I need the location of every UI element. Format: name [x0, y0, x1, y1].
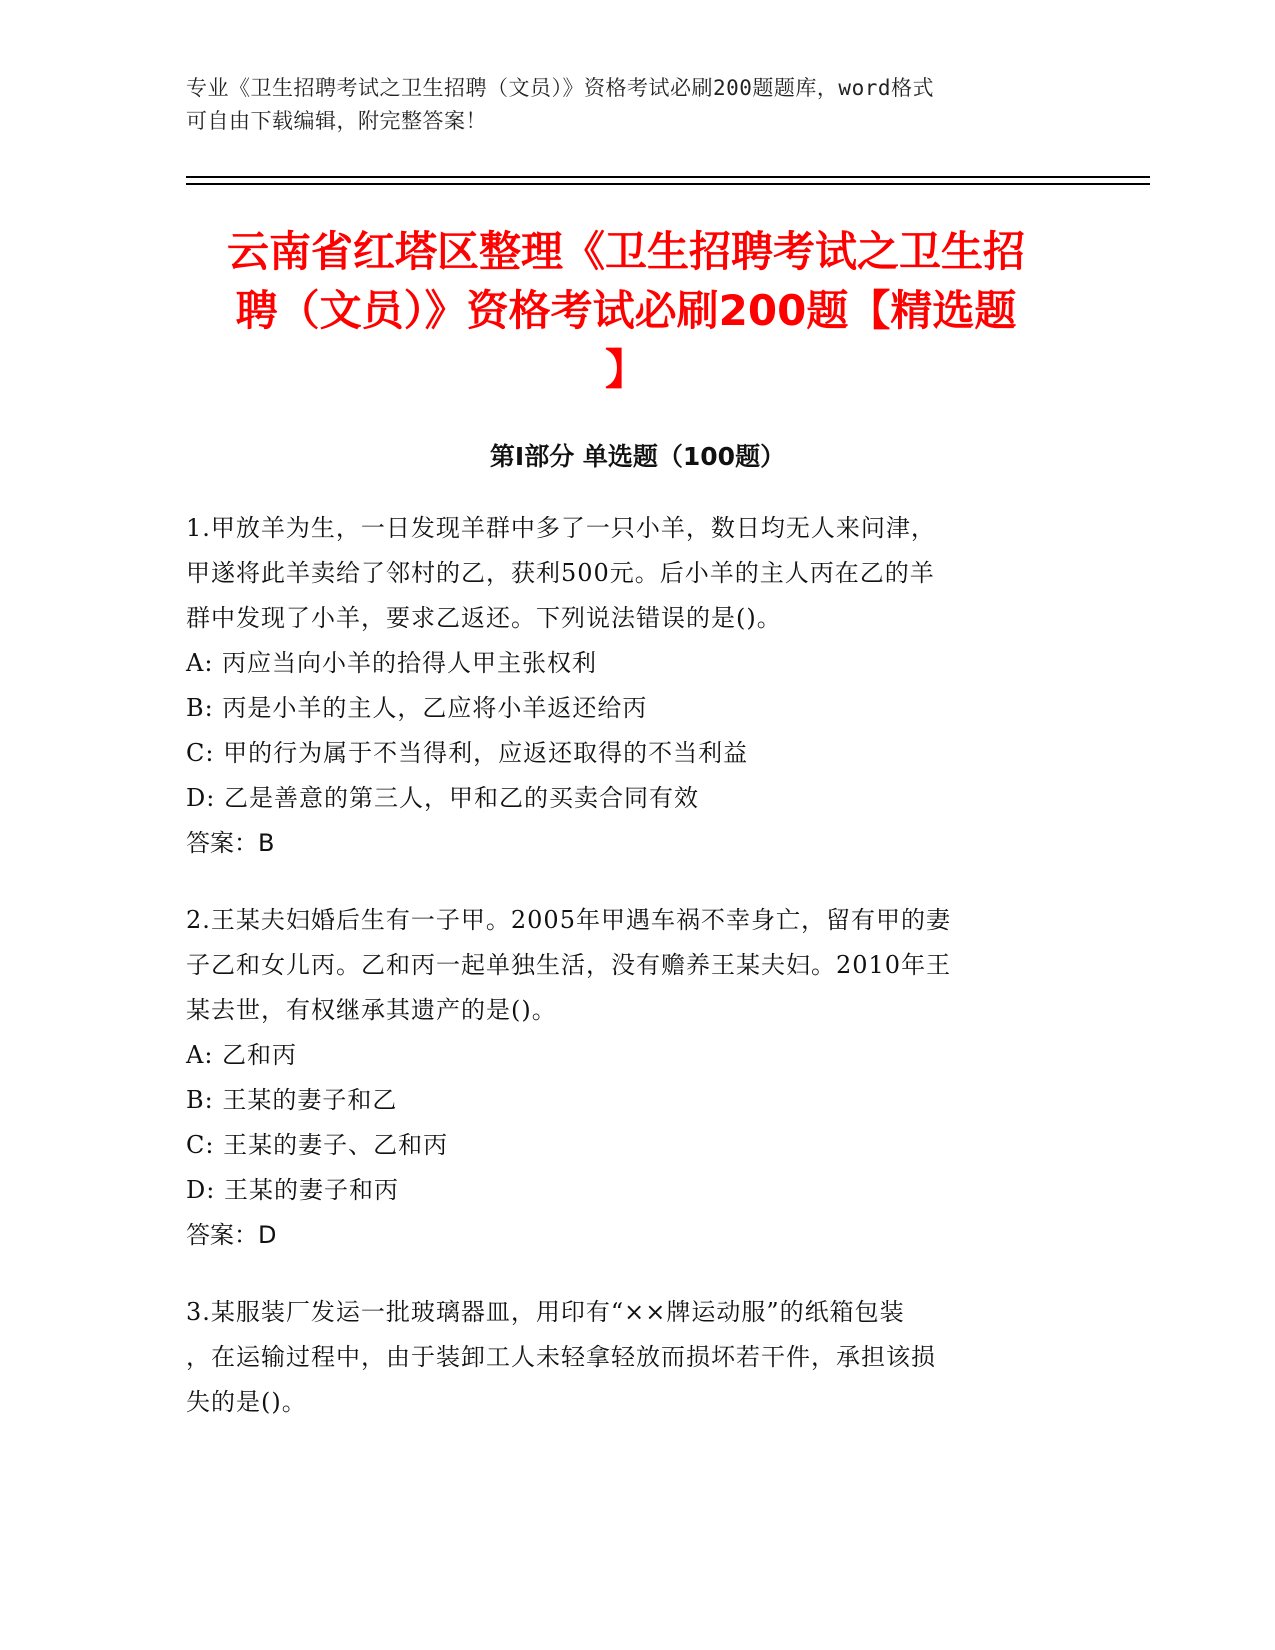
title-line: 】 [604, 345, 647, 394]
question-stem-line: 群中发现了小羊，要求乙返还。下列说法错误的是()。 [186, 604, 782, 632]
option-c: C: 甲的行为属于不当得利，应返还取得的不当利益 [186, 739, 749, 767]
intro-line: 可自由下载编辑，附完整答案！ [186, 109, 487, 133]
question-stem-line: 1.甲放羊为生，一日发现羊群中多了一只小羊，数日均无人来问津， [186, 514, 936, 542]
question-3 [186, 1290, 1086, 1425]
option-d: D: 王某的妻子和丙 [186, 1176, 399, 1204]
question-stem-line: 甲遂将此羊卖给了邻村的乙，获利500元。后小羊的主人丙在乙的羊 [186, 559, 935, 587]
answer: 答案：D [186, 1221, 277, 1249]
question-stem-line: 2.王某夫妇婚后生有一子甲。2005年甲遇车祸不幸身亡，留有甲的妻 [186, 906, 951, 934]
question-1 [186, 506, 1086, 866]
option-d: D: 乙是善意的第三人，甲和乙的买卖合同有效 [186, 784, 699, 812]
option-a: A: 乙和丙 [186, 1041, 298, 1069]
question-stem-line: 某去世，有权继承其遗产的是()。 [186, 996, 557, 1024]
question-stem-line: 子乙和女儿丙。乙和丙一起单独生活，没有赡养王某夫妇。2010年王 [186, 951, 952, 979]
option-b: B: 丙是小羊的主人，乙应将小羊返还给丙 [186, 694, 648, 722]
divider-line [186, 183, 1150, 185]
question-stem-line: 失的是()。 [186, 1388, 307, 1416]
intro-line: 专业《卫生招聘考试之卫生招聘（文员）》资格考试必刷200题题库，word格式 [186, 76, 934, 100]
document-title [176, 222, 1076, 399]
title-line: 云南省红塔区整理《卫生招聘考试之卫生招 [226, 227, 1025, 276]
question-stem-line: ，在运输过程中，由于装卸工人未轻拿轻放而损坏若干件，承担该损 [186, 1343, 936, 1371]
header-divider [186, 176, 1150, 190]
answer: 答案：B [186, 829, 275, 857]
section-heading: 第I部分 单选题（100题） [489, 442, 786, 471]
question-stem-line: 3.某服装厂发运一批玻璃器皿，用印有“××牌运动服”的纸箱包装 [186, 1298, 905, 1326]
intro-text [186, 72, 1076, 138]
option-b: B: 王某的妻子和乙 [186, 1086, 398, 1114]
question-2 [186, 898, 1086, 1258]
option-c: C: 王某的妻子、乙和丙 [186, 1131, 449, 1159]
divider-line [186, 176, 1150, 178]
option-a: A: 丙应当向小羊的拾得人甲主张权利 [186, 649, 598, 677]
title-line: 聘（文员）》资格考试必刷200题【精选题 [235, 286, 1017, 335]
